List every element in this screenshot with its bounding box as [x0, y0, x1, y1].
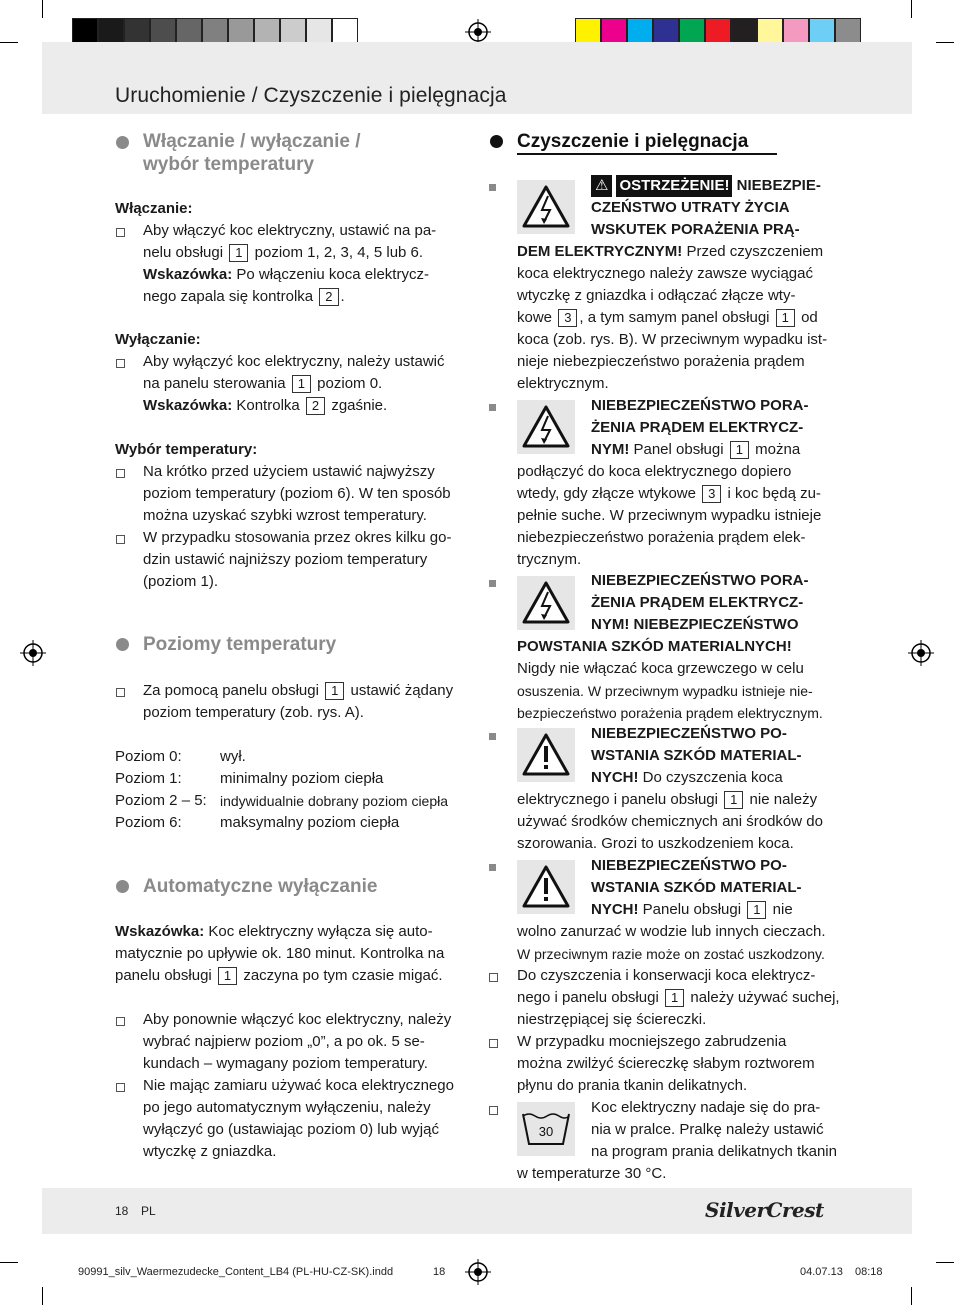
text-line: niestrzępiącej się ściereczki.	[517, 1011, 707, 1028]
checkbox-bullet-icon	[489, 973, 498, 982]
color-swatch	[202, 18, 228, 44]
color-swatch	[72, 18, 98, 44]
part-number: 3	[558, 309, 577, 327]
part-number: 1	[665, 989, 684, 1007]
exclamation-warning-icon	[517, 728, 575, 782]
text-line: pełnie suche. W przeciwnym wypadku istnieje	[517, 507, 822, 524]
text-line: niebezpieczeństwo porażenia prądem elek-	[517, 529, 806, 546]
text-line: NIEBEZPIECZEŃSTWO PORA-	[591, 397, 809, 414]
text-line: Aby włączyć koc elektryczny, ustawić na pa-	[143, 222, 437, 239]
text-line: Za pomocą panelu obsługi 1 ustawić żądany	[143, 682, 454, 699]
text-line: Aby ponownie włączyć koc elektryczny, należy	[143, 1011, 452, 1028]
text-line: nego i panelu obsługi 1 należy używać suchej,	[517, 989, 840, 1006]
checkbox-bullet-icon	[489, 1039, 498, 1048]
part-number: 1	[724, 791, 743, 809]
part-number: 3	[702, 485, 721, 503]
text-line: na program prania delikatnych tkanin	[591, 1143, 837, 1160]
text-line: NIEBEZPIECZEŃSTWO PO-	[591, 857, 787, 874]
checkbox-bullet-icon	[489, 1106, 498, 1115]
warning-triangle-icon: ⚠	[591, 175, 612, 197]
level-desc: indywidualnie dobrany poziom ciepła	[220, 793, 449, 809]
color-swatch	[280, 18, 306, 44]
section-bullet	[116, 638, 129, 651]
part-number: 1	[218, 967, 237, 985]
color-swatch	[653, 18, 679, 44]
text-line: NIEBEZPIECZEŃSTWO PORA-	[591, 572, 809, 589]
text-line: WSTANIA SZKÓD MATERIAL-	[591, 879, 802, 896]
text-line: osuszenia. W przeciwnym wypadku istnieje nie-	[517, 683, 813, 699]
text-line: Nie mając zamiaru używać koca elektrycznego	[143, 1077, 454, 1094]
text-line: (poziom 1).	[143, 573, 219, 590]
text-line: można uzyskać szybki wzrost temperatury.	[143, 507, 427, 524]
text-line: nego zapala się kontrolka 2 .	[143, 288, 345, 305]
color-swatch	[332, 18, 358, 44]
subheading-temperature: Wybór temperatury:	[115, 441, 258, 458]
color-swatch	[98, 18, 124, 44]
text-line: bezpieczeństwo porażenia prądem elektrycznym.	[517, 705, 823, 721]
section-title-cleaning: Czyszczenie i pielęgnacja	[517, 131, 749, 152]
page-number: 18	[115, 1204, 129, 1218]
square-bullet-icon	[489, 404, 496, 411]
crop-mark	[911, 1287, 912, 1305]
square-bullet-icon	[489, 733, 496, 740]
text-line: W przeciwnym razie może on zostać uszkodzony.	[517, 946, 825, 962]
checkbox-bullet-icon	[116, 1083, 125, 1092]
crop-mark	[42, 0, 43, 18]
text-line: wolno zanurzać w wodzie lub innych cieczach.	[517, 923, 826, 940]
wash-symbol-box	[517, 1102, 575, 1156]
section-title-switching	[143, 130, 361, 176]
registration-mark-icon	[465, 1259, 491, 1285]
warning-box	[517, 400, 575, 454]
file-name: 90991_silv_Waermezudecke_Content_LB4 (PL-HU-CZ-SK).indd	[78, 1266, 394, 1278]
color-swatch	[809, 18, 835, 44]
checkbox-bullet-icon	[116, 228, 125, 237]
warning-box	[517, 860, 575, 914]
color-swatch	[150, 18, 176, 44]
text-line: nieje niebezpieczeństwo porażenia prądem	[517, 353, 805, 370]
warning-box	[517, 728, 575, 782]
text-line: używać środków chemicznych ani środków do	[517, 813, 823, 830]
text-line: wtedy, gdy złącze wtykowe 3 i koc będą zu-	[517, 485, 821, 502]
text-line: nelu obsługi 1 poziom 1, 2, 3, 4, 5 lub 6.	[143, 244, 424, 261]
crop-mark	[911, 0, 912, 18]
text-line: Koc elektryczny nadaje się do pra-	[591, 1099, 821, 1116]
checkbox-bullet-icon	[116, 359, 125, 368]
text-line: na panelu sterowania 1 poziom 0.	[143, 375, 383, 392]
section-title-levels: Poziomy temperatury	[143, 634, 337, 655]
text-line: koca elektrycznego należy zawsze wyciągać	[517, 265, 813, 282]
checkbox-bullet-icon	[116, 1017, 125, 1026]
part-number: 1	[325, 682, 344, 700]
warning-label: OSTRZEŻENIE!	[616, 175, 732, 197]
text-line: NIEBEZPIECZEŃSTWO PO-	[591, 725, 787, 742]
part-number: 1	[229, 244, 248, 262]
level-name: Poziom 0:	[115, 748, 182, 765]
color-swatch	[705, 18, 731, 44]
section-bullet	[490, 135, 503, 148]
text-line: trycznym.	[517, 551, 582, 568]
registration-mark-icon	[20, 640, 46, 666]
color-swatch	[124, 18, 150, 44]
level-desc: wył.	[220, 748, 246, 765]
text-line: panelu obsługi 1 zaczyna po tym czasie migać.	[115, 967, 443, 984]
square-bullet-icon	[489, 184, 496, 191]
text-line: Na krótko przed użyciem ustawić najwyższy	[143, 463, 435, 480]
text-line: po jego automatycznym wyłączeniu, należy	[143, 1099, 431, 1116]
crop-mark	[42, 1287, 43, 1305]
part-number: 1	[730, 441, 749, 459]
color-swatch	[835, 18, 861, 44]
text-line: koca (zob. rys. B). W przeciwnym wypadku ist-	[517, 331, 828, 348]
text-line: ŻENIA PRĄDEM ELEKTRYCZ-	[591, 594, 804, 611]
text-line: wyłączyć go (ustawiając poziom 0) lub wyjąć	[143, 1121, 439, 1138]
text-line: CZEŃSTWO UTRATY ŻYCIA	[591, 199, 790, 216]
text-line: DEM ELEKTRYCZNYM! Przed czyszczeniem	[517, 243, 824, 260]
text-line: NYM! Panel obsługi 1 można	[591, 441, 801, 458]
color-swatch	[601, 18, 627, 44]
level-name: Poziom 2 – 5:	[115, 792, 207, 809]
part-number: 1	[776, 309, 795, 327]
text-line: poziom temperatury (zob. rys. A).	[143, 704, 364, 721]
part-number: 1	[292, 375, 311, 393]
color-swatch	[228, 18, 254, 44]
electric-shock-warning-icon	[517, 180, 575, 234]
text-line: nia w pralce. Pralkę należy ustawić	[591, 1121, 824, 1138]
section-bullet	[116, 136, 129, 149]
file-time: 08:18	[855, 1266, 883, 1278]
text-line: ⚠ OSTRZEŻENIE! NIEBEZPIE-	[591, 175, 821, 197]
part-number: 2	[319, 288, 338, 306]
text-line: szorowania. Grozi to uszkodzeniem koca.	[517, 835, 794, 852]
text-line: WSTANIA SZKÓD MATERIAL-	[591, 747, 802, 764]
level-name: Poziom 6:	[115, 814, 182, 831]
text-line: elektrycznego i panelu obsługi 1 nie należy	[517, 791, 818, 808]
part-number: 2	[306, 397, 325, 415]
text-line: podłączyć do koca elektrycznego dopiero	[517, 463, 792, 480]
section-title-auto-off: Automatyczne wyłączanie	[143, 876, 378, 897]
section-title-line: Włączanie / wyłączanie /	[143, 131, 361, 152]
crop-mark	[0, 42, 18, 43]
text-line: ŻENIA PRĄDEM ELEKTRYCZ-	[591, 419, 804, 436]
color-swatch	[176, 18, 202, 44]
text-line: Aby wyłączyć koc elektryczny, należy ustawić	[143, 353, 445, 370]
crop-mark	[936, 1262, 954, 1263]
color-swatch	[306, 18, 332, 44]
brand-logo: SilverCrest	[705, 1198, 824, 1222]
part-number: 1	[747, 901, 766, 919]
file-date: 04.07.13	[800, 1266, 843, 1278]
text-line: wtyczkę z gniazdka i odłączać złącze wty-	[517, 287, 796, 304]
subheading-off: Wyłączanie:	[115, 331, 201, 348]
checkbox-bullet-icon	[116, 688, 125, 697]
text-line: NYCH! Do czyszczenia koca	[591, 769, 783, 786]
crop-mark	[936, 42, 954, 43]
text-line: dzin ustawić najniższy poziom temperatury	[143, 551, 428, 568]
file-page: 18	[433, 1266, 446, 1278]
text-line: NYCH! Panelu obsługi 1 nie	[591, 901, 793, 918]
color-swatch	[575, 18, 601, 44]
text-line: NYM! NIEBEZPIECZEŃSTWO	[591, 616, 799, 633]
text-line: Nigdy nie włączać koca grzewczego w celu	[517, 660, 804, 677]
text-line: można zwilżyć ściereczkę słabym roztworem	[517, 1055, 815, 1072]
text-line: POWSTANIA SZKÓD MATERIALNYCH!	[517, 638, 792, 655]
registration-mark-icon	[908, 640, 934, 666]
text-line: w temperaturze 30 °C.	[517, 1165, 667, 1182]
text-line: Wskazówka: Koc elektryczny wyłącza się auto-	[115, 923, 433, 940]
text-line: Wskazówka: Po włączeniu koca elektrycz-	[143, 266, 429, 283]
text-line: WSKUTEK PORAŻENIA PRĄ-	[591, 221, 800, 238]
square-bullet-icon	[489, 864, 496, 871]
electric-shock-warning-icon	[517, 400, 575, 454]
text-line: wtyczkę z gniazdka.	[143, 1143, 277, 1160]
text-line: W przypadku stosowania przez okres kilku go-	[143, 529, 452, 546]
text-line: Wskazówka: Kontrolka 2 zgaśnie.	[143, 397, 388, 414]
text-line: kundach – wymagany poziom temperatury.	[143, 1055, 428, 1072]
square-bullet-icon	[489, 580, 496, 587]
wash-temperature: 30	[538, 1124, 554, 1139]
color-swatch	[731, 18, 757, 44]
color-swatch	[757, 18, 783, 44]
wash-30-icon	[517, 1102, 575, 1156]
text-line: matycznie po upływie ok. 180 minut. Kontrolka na	[115, 945, 445, 962]
level-desc: maksymalny poziom ciepła	[220, 814, 400, 831]
color-swatch	[254, 18, 280, 44]
checkbox-bullet-icon	[116, 469, 125, 478]
exclamation-warning-icon	[517, 860, 575, 914]
section-title-line: wybór temperatury	[143, 154, 315, 175]
color-swatch	[783, 18, 809, 44]
text-line: wybrać najpierw poziom „0”, a po ok. 5 se-	[143, 1033, 425, 1050]
text-line: W przypadku mocniejszego zabrudzenia	[517, 1033, 787, 1050]
electric-shock-warning-icon	[517, 576, 575, 630]
subheading-on: Włączanie:	[115, 200, 193, 217]
color-swatch	[627, 18, 653, 44]
language-code: PL	[141, 1204, 156, 1218]
section-bullet	[116, 880, 129, 893]
text-line: Do czyszczenia i konserwacji koca elektrycz-	[517, 967, 816, 984]
crop-mark	[0, 1262, 18, 1263]
text-line: poziom temperatury (poziom 6). W ten sposób	[143, 485, 451, 502]
warning-box	[517, 576, 575, 630]
text-line: kowe 3 , a tym samym panel obsługi 1 od	[517, 309, 818, 326]
page-title: Uruchomienie / Czyszczenie i pielęgnacja	[115, 84, 507, 107]
title-underline	[517, 153, 777, 155]
color-swatch	[679, 18, 705, 44]
level-desc: minimalny poziom ciepła	[220, 770, 384, 787]
level-name: Poziom 1:	[115, 770, 182, 787]
warning-box	[517, 180, 575, 234]
text-line: płynu do prania tkanin delikatnych.	[517, 1077, 748, 1094]
checkbox-bullet-icon	[116, 535, 125, 544]
text-line: elektrycznym.	[517, 375, 609, 392]
